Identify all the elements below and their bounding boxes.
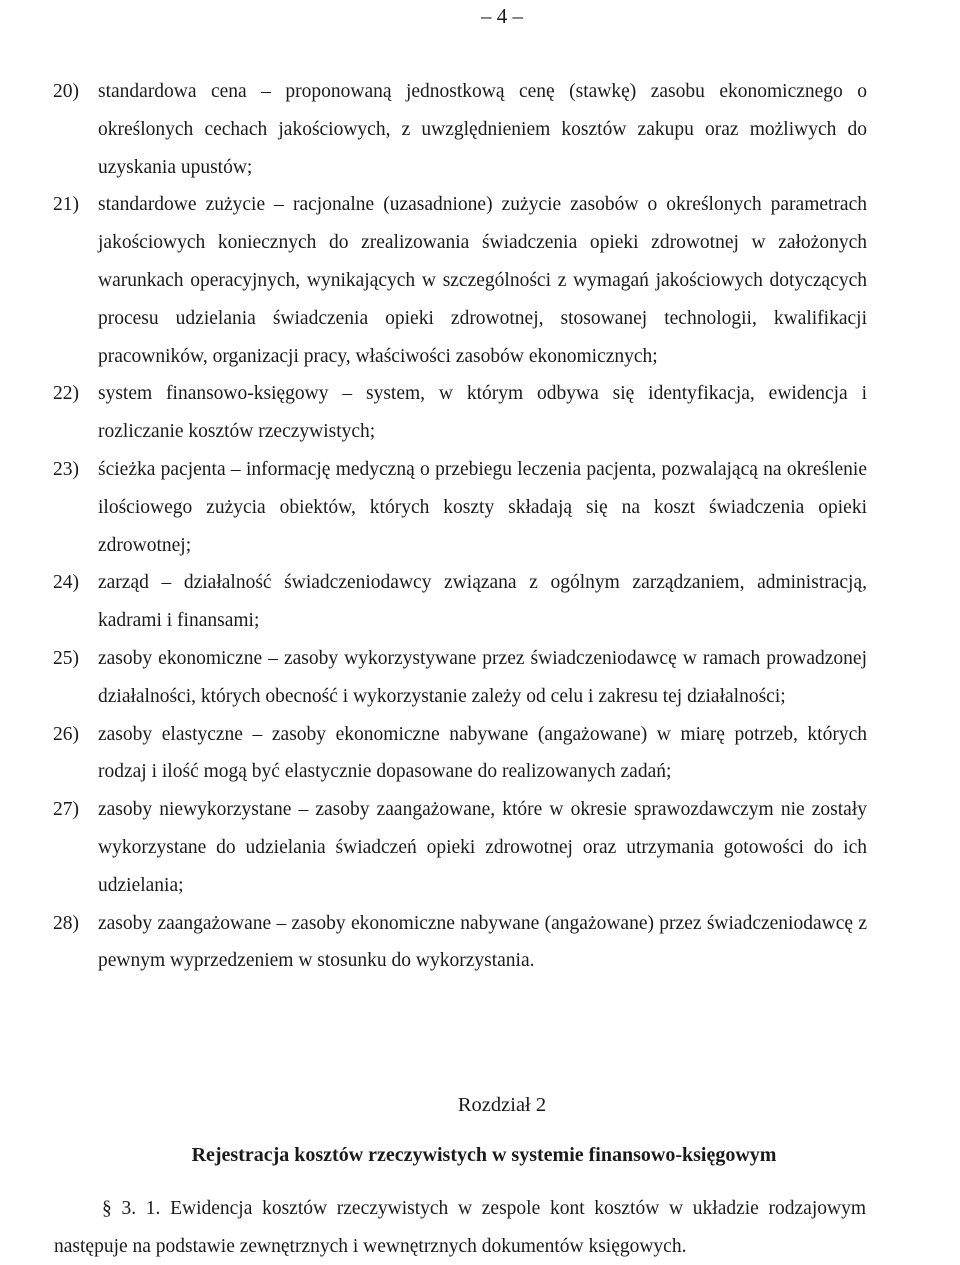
definition-text: zasoby zaangażowane – zasoby ekonomiczne nabywane (angażowane) przez świadczeniodawcę z pewnym wyprzedzeniem w stosunku do wykorzystania.	[98, 912, 867, 972]
definition-item	[53, 451, 867, 564]
definition-number: 23)	[53, 458, 79, 480]
definition-item	[53, 375, 867, 451]
definition-number: 28)	[53, 912, 79, 934]
section-paragraph: § 3. 1. Ewidencja kosztów rzeczywistych w zespole kont kosztów w układzie rodzajowym następuje na podstawie zewnętrznych i wewnętrznych dokumentów księgowych.	[54, 1198, 866, 1257]
definition-text: zarząd – działalność świadczeniodawcy związana z ogólnym zarządzaniem, administracją, kadrami i finansami;	[98, 572, 867, 632]
definition-item	[53, 640, 867, 716]
definition-number: 25)	[53, 647, 79, 669]
definition-number: 21)	[53, 194, 79, 216]
definition-item	[53, 905, 867, 981]
definition-number: 24)	[53, 572, 79, 594]
chapter-title: Rejestracja kosztów rzeczywistych w systemie finansowo-księgowym	[191, 1144, 777, 1166]
page-number: – 4 –	[481, 4, 523, 28]
chapter-label: Rozdział 2	[457, 1094, 547, 1116]
definition-text: standardowe zużycie – racjonalne (uzasadnione) zużycie zasobów o określonych parametrach jakościowych koniecznych do zrealizowania świadczenia opieki zdrowotnej w założonych warunkach operacyjnych, wynikających w szczególności z wymagań jakościowych dotyczących procesu udzielania świadczenia opieki zdrowotnej, stosowanej technologii, kwalifikacji pracowników, organizacji pracy, właściwości zasobów ekonomicznych;	[98, 194, 867, 367]
definition-number: 22)	[53, 383, 79, 405]
definition-text: zasoby elastyczne – zasoby ekonomiczne nabywane (angażowane) w miarę potrzeb, których rodzaj i ilość mogą być elastycznie dopasowane do realizowanych zadań;	[98, 723, 867, 783]
definition-text: zasoby ekonomiczne – zasoby wykorzystywane przez świadczeniodawcę w ramach prowadzonej działalności, których obecność i wykorzystanie zależy od celu i zakresu tej działalności;	[98, 647, 867, 707]
definition-text: zasoby niewykorzystane – zasoby zaangażowane, które w okresie sprawozdawczym nie zostały wykorzystane do udzielania świadczeń opieki zdrowotnej oraz utrzymania gotowości do ich udzielania;	[98, 799, 867, 896]
definition-item	[53, 73, 867, 186]
definition-number: 20)	[53, 81, 79, 102]
definition-number: 26)	[53, 723, 79, 745]
definitions-list	[53, 73, 867, 980]
definition-item	[53, 564, 867, 640]
definition-item	[53, 791, 867, 904]
definition-text: system finansowo-księgowy – system, w którym odbywa się identyfikacja, ewidencja i rozliczanie kosztów rzeczywistych;	[98, 383, 867, 443]
definition-number: 27)	[53, 799, 79, 821]
definition-item	[53, 186, 867, 375]
definition-text: standardowa cena – proponowaną jednostkową cenę (stawkę) zasobu ekonomicznego o określonych cechach jakościowych, z uwzględnieniem kosztów zakupu oraz możliwych do uzyskania upustów;	[98, 81, 867, 178]
definition-item	[53, 716, 867, 792]
definition-text: ścieżka pacjenta – informację medyczną o przebiegu leczenia pacjenta, pozwalającą na określenie ilościowego zużycia obiektów, których koszty składają się na koszt świadczenia opieki zdrowotnej;	[98, 458, 867, 556]
